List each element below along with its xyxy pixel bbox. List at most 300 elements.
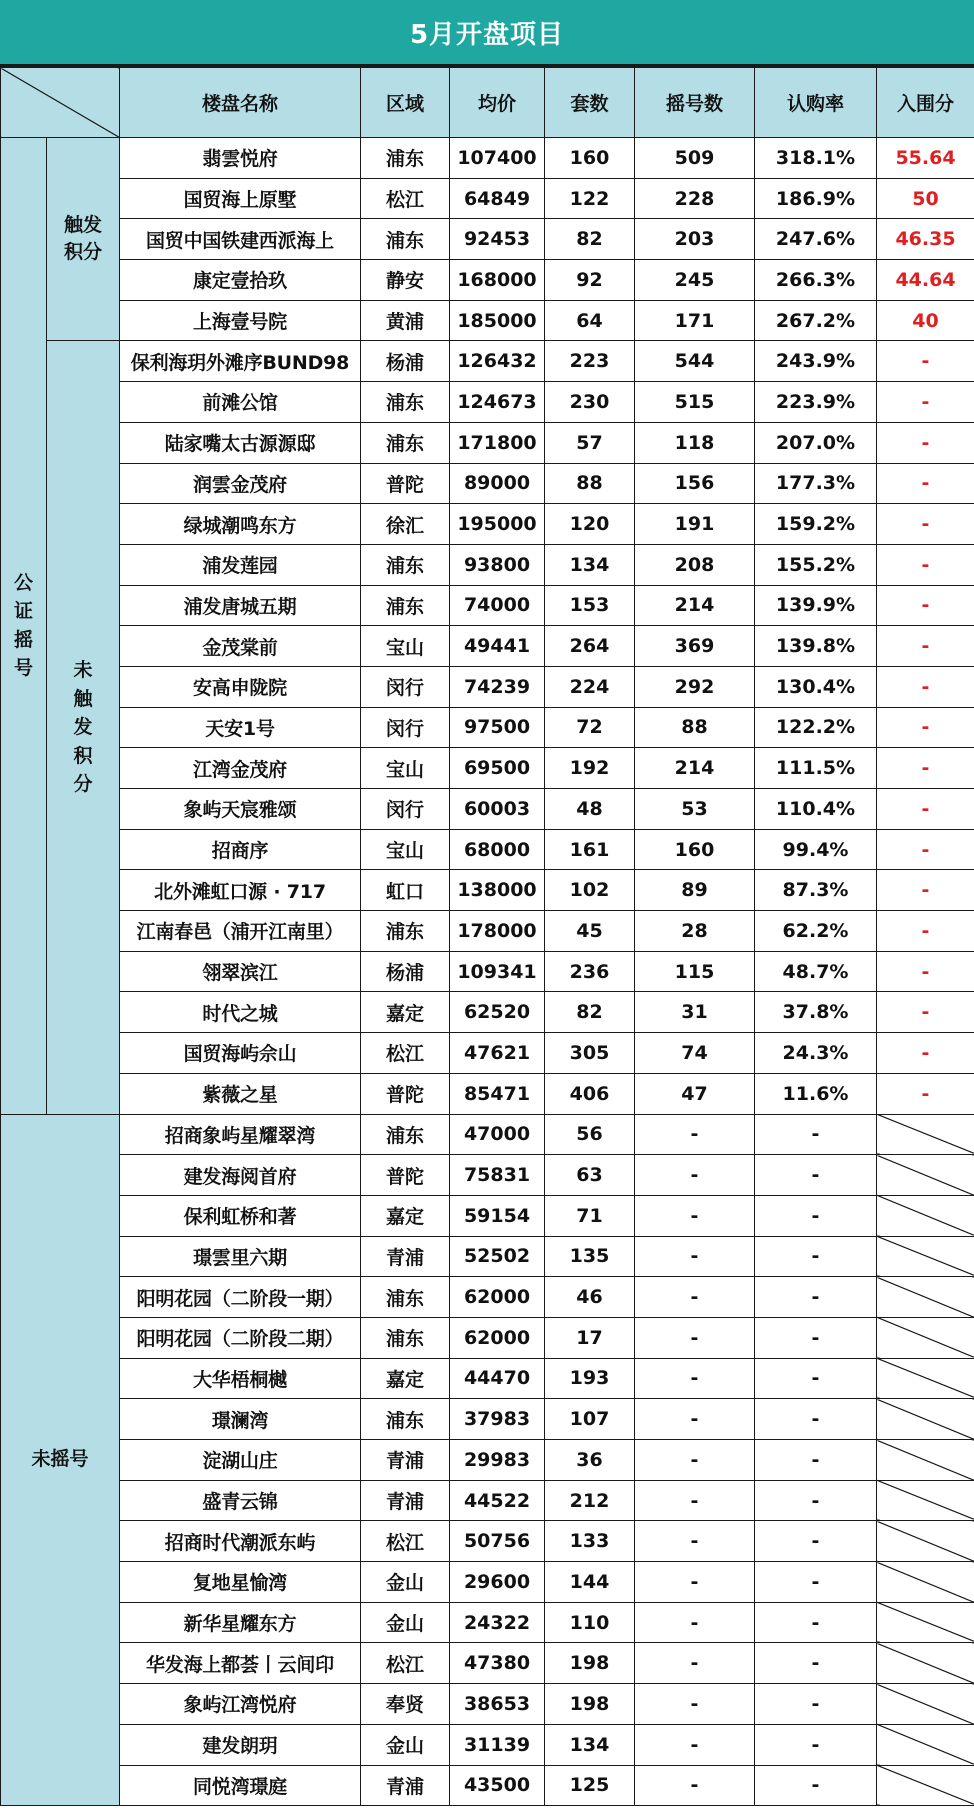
lottery-count: 228 [635, 178, 755, 219]
unit-count: 45 [545, 911, 635, 952]
unit-count: 92 [545, 260, 635, 301]
district: 松江 [361, 1521, 450, 1562]
unit-count: 160 [545, 138, 635, 179]
subscription-rate: - [755, 1358, 877, 1399]
unit-count: 48 [545, 789, 635, 830]
table-row [1, 1195, 974, 1236]
table-row [1, 422, 974, 463]
table-row [1, 585, 974, 626]
avg-price: 62000 [450, 1317, 545, 1358]
subscription-rate: - [755, 1521, 877, 1562]
district: 虹口 [361, 870, 450, 911]
table-row [1, 1602, 974, 1643]
group-lottery-label: 公证摇号 [13, 571, 33, 680]
avg-price: 62000 [450, 1277, 545, 1318]
avg-price: 31139 [450, 1724, 545, 1765]
cutoff-score: - [877, 992, 974, 1033]
lottery-count: 47 [635, 1073, 755, 1114]
subscription-rate: 266.3% [755, 260, 877, 301]
cutoff-score-na [877, 1521, 974, 1562]
unit-count: 122 [545, 178, 635, 219]
table-row [1, 504, 974, 545]
cutoff-score: - [877, 463, 974, 504]
lottery-count: 369 [635, 626, 755, 667]
cutoff-score: - [877, 951, 974, 992]
unit-count: 64 [545, 300, 635, 341]
avg-price: 43500 [450, 1765, 545, 1806]
subscription-rate: 111.5% [755, 748, 877, 789]
cutoff-score: 44.64 [877, 260, 974, 301]
header-rate: 认购率 [755, 68, 877, 138]
table-row [1, 260, 974, 301]
table-row [1, 1480, 974, 1521]
lottery-count: 191 [635, 504, 755, 545]
avg-price: 92453 [450, 219, 545, 260]
district: 青浦 [361, 1480, 450, 1521]
cutoff-score: - [877, 544, 974, 585]
cutoff-score: - [877, 748, 974, 789]
project-name: 璟雲里六期 [120, 1236, 361, 1277]
lottery-count: - [635, 1684, 755, 1725]
cutoff-score: - [877, 666, 974, 707]
unit-count: 144 [545, 1562, 635, 1603]
lottery-count: 53 [635, 789, 755, 830]
avg-price: 50756 [450, 1521, 545, 1562]
project-name: 同悦湾璟庭 [120, 1765, 361, 1806]
lottery-count: - [635, 1317, 755, 1358]
table-row [1, 382, 974, 423]
header-district: 区域 [361, 68, 450, 138]
subscription-rate: 247.6% [755, 219, 877, 260]
project-name: 浦发莲园 [120, 544, 361, 585]
project-name: 招商序 [120, 829, 361, 870]
lottery-count: 509 [635, 138, 755, 179]
unit-count: 135 [545, 1236, 635, 1277]
table-row [1, 1033, 974, 1074]
project-name: 江湾金茂府 [120, 748, 361, 789]
avg-price: 97500 [450, 707, 545, 748]
subscription-rate: 139.8% [755, 626, 877, 667]
subscription-rate: - [755, 1643, 877, 1684]
unit-count: 153 [545, 585, 635, 626]
unit-count: 72 [545, 707, 635, 748]
project-name: 国贸中国铁建西派海上 [120, 219, 361, 260]
avg-price: 44470 [450, 1358, 545, 1399]
subscription-rate: 177.3% [755, 463, 877, 504]
avg-price: 74239 [450, 666, 545, 707]
lottery-count: - [635, 1602, 755, 1643]
district: 浦东 [361, 911, 450, 952]
table-row [1, 1440, 974, 1481]
project-name: 康定壹拾玖 [120, 260, 361, 301]
district: 浦东 [361, 544, 450, 585]
project-name: 淀湖山庄 [120, 1440, 361, 1481]
district: 宝山 [361, 626, 450, 667]
table-row [1, 789, 974, 830]
unit-count: 57 [545, 422, 635, 463]
table-row [1, 341, 974, 382]
cutoff-score-na [877, 1765, 974, 1806]
subscription-rate: 11.6% [755, 1073, 877, 1114]
table-body [1, 138, 974, 1806]
project-name: 璟澜湾 [120, 1399, 361, 1440]
cutoff-score: - [877, 789, 974, 830]
unit-count: 264 [545, 626, 635, 667]
project-name: 润雲金茂府 [120, 463, 361, 504]
avg-price: 62520 [450, 992, 545, 1033]
avg-price: 171800 [450, 422, 545, 463]
lottery-count: 171 [635, 300, 755, 341]
unit-count: 230 [545, 382, 635, 423]
cutoff-score: - [877, 1073, 974, 1114]
district: 松江 [361, 1033, 450, 1074]
avg-price: 37983 [450, 1399, 545, 1440]
district: 宝山 [361, 829, 450, 870]
header-units: 套数 [545, 68, 635, 138]
lottery-count: - [635, 1724, 755, 1765]
lottery-count: 160 [635, 829, 755, 870]
table-row [1, 1399, 974, 1440]
district: 闵行 [361, 666, 450, 707]
header-score: 入围分 [877, 68, 974, 138]
lottery-count: 118 [635, 422, 755, 463]
unit-count: 236 [545, 951, 635, 992]
district: 普陀 [361, 1073, 450, 1114]
table-row [1, 1358, 974, 1399]
cutoff-score: 55.64 [877, 138, 974, 179]
district: 浦东 [361, 219, 450, 260]
district: 嘉定 [361, 1195, 450, 1236]
project-name: 金茂棠前 [120, 626, 361, 667]
district: 浦东 [361, 1277, 450, 1318]
project-name: 翎翠滨江 [120, 951, 361, 992]
table-row [1, 1643, 974, 1684]
cutoff-score-na [877, 1317, 974, 1358]
unit-count: 198 [545, 1643, 635, 1684]
project-name: 时代之城 [120, 992, 361, 1033]
avg-price: 195000 [450, 504, 545, 545]
cutoff-score: 46.35 [877, 219, 974, 260]
avg-price: 185000 [450, 300, 545, 341]
project-name: 上海壹号院 [120, 300, 361, 341]
cutoff-score-na [877, 1195, 974, 1236]
subscription-rate: - [755, 1399, 877, 1440]
table-row [1, 1317, 974, 1358]
table-row [1, 829, 974, 870]
table-row [1, 748, 974, 789]
unit-count: 36 [545, 1440, 635, 1481]
group-triggered [47, 138, 120, 341]
table-row [1, 463, 974, 504]
district: 闵行 [361, 789, 450, 830]
avg-price: 168000 [450, 260, 545, 301]
project-name: 前滩公馆 [120, 382, 361, 423]
subscription-rate: - [755, 1236, 877, 1277]
subscription-rate: 223.9% [755, 382, 877, 423]
unit-count: 82 [545, 992, 635, 1033]
subscription-rate: 139.9% [755, 585, 877, 626]
cutoff-score-na [877, 1724, 974, 1765]
lottery-count: 214 [635, 748, 755, 789]
subscription-rate: 186.9% [755, 178, 877, 219]
cutoff-score: - [877, 707, 974, 748]
subscription-rate: - [755, 1684, 877, 1725]
cutoff-score-na [877, 1440, 974, 1481]
district: 金山 [361, 1562, 450, 1603]
project-name: 安高申陇院 [120, 666, 361, 707]
cutoff-score-na [877, 1114, 974, 1155]
project-name: 大华梧桐樾 [120, 1358, 361, 1399]
district: 宝山 [361, 748, 450, 789]
cutoff-score-na [877, 1358, 974, 1399]
project-name: 招商时代潮派东屿 [120, 1521, 361, 1562]
project-name: 建发海阅首府 [120, 1155, 361, 1196]
cutoff-score: - [877, 1033, 974, 1074]
subscription-rate: 159.2% [755, 504, 877, 545]
header-lottery: 摇号数 [635, 68, 755, 138]
subscription-rate: 155.2% [755, 544, 877, 585]
project-name: 华发海上都荟丨云间印 [120, 1643, 361, 1684]
project-name: 新华星耀东方 [120, 1602, 361, 1643]
lottery-count: 88 [635, 707, 755, 748]
table-row [1, 626, 974, 667]
project-name: 国贸海上原墅 [120, 178, 361, 219]
unit-count: 82 [545, 219, 635, 260]
unit-count: 120 [545, 504, 635, 545]
table-row [1, 1114, 974, 1155]
lottery-count: 544 [635, 341, 755, 382]
project-name: 象屿天宸雅颂 [120, 789, 361, 830]
project-name: 保利虹桥和著 [120, 1195, 361, 1236]
district: 黄浦 [361, 300, 450, 341]
district: 浦东 [361, 382, 450, 423]
subscription-rate: 62.2% [755, 911, 877, 952]
lottery-count: - [635, 1358, 755, 1399]
unit-count: 193 [545, 1358, 635, 1399]
cutoff-score: - [877, 585, 974, 626]
lottery-count: - [635, 1114, 755, 1155]
unit-count: 102 [545, 870, 635, 911]
project-name: 象屿江湾悦府 [120, 1684, 361, 1725]
lottery-count: 292 [635, 666, 755, 707]
avg-price: 124673 [450, 382, 545, 423]
lottery-count: - [635, 1195, 755, 1236]
table-row [1, 1562, 974, 1603]
unit-count: 198 [545, 1684, 635, 1725]
subscription-rate: - [755, 1317, 877, 1358]
subscription-rate: - [755, 1562, 877, 1603]
avg-price: 93800 [450, 544, 545, 585]
table-row [1, 544, 974, 585]
header-corner [1, 68, 120, 138]
table-row [1, 870, 974, 911]
table-row [1, 666, 974, 707]
project-name: 绿城潮鸣东方 [120, 504, 361, 545]
avg-price: 47621 [450, 1033, 545, 1074]
subscription-rate: 24.3% [755, 1033, 877, 1074]
district: 杨浦 [361, 341, 450, 382]
avg-price: 52502 [450, 1236, 545, 1277]
subscription-rate: 130.4% [755, 666, 877, 707]
table-row [1, 1073, 974, 1114]
district: 青浦 [361, 1236, 450, 1277]
table-row [1, 1236, 974, 1277]
project-name: 保利海玥外滩序BUND98 [120, 341, 361, 382]
unit-count: 63 [545, 1155, 635, 1196]
avg-price: 68000 [450, 829, 545, 870]
table-row [1, 707, 974, 748]
project-name: 招商象屿星耀翠湾 [120, 1114, 361, 1155]
unit-count: 56 [545, 1114, 635, 1155]
district: 徐汇 [361, 504, 450, 545]
avg-price: 178000 [450, 911, 545, 952]
unit-count: 110 [545, 1602, 635, 1643]
group-no-lottery: 未摇号 [1, 1114, 120, 1806]
unit-count: 212 [545, 1480, 635, 1521]
subscription-rate: 207.0% [755, 422, 877, 463]
group-triggered-label: 触发积分 [63, 213, 102, 264]
subscription-rate: - [755, 1440, 877, 1481]
lottery-count: 515 [635, 382, 755, 423]
table-row [1, 1521, 974, 1562]
subscription-rate: - [755, 1114, 877, 1155]
cutoff-score: - [877, 870, 974, 911]
subscription-rate: - [755, 1195, 877, 1236]
unit-count: 133 [545, 1521, 635, 1562]
unit-count: 88 [545, 463, 635, 504]
subscription-rate: 243.9% [755, 341, 877, 382]
listing-table [0, 67, 974, 1806]
cutoff-score: - [877, 626, 974, 667]
group-not-triggered-label: 未触发积分 [73, 659, 93, 796]
project-name: 江南春邑（浦开江南里） [120, 911, 361, 952]
unit-count: 107 [545, 1399, 635, 1440]
project-name: 建发朗玥 [120, 1724, 361, 1765]
unit-count: 192 [545, 748, 635, 789]
avg-price: 59154 [450, 1195, 545, 1236]
cutoff-score-na [877, 1562, 974, 1603]
cutoff-score-na [877, 1684, 974, 1725]
lottery-count: 208 [635, 544, 755, 585]
unit-count: 406 [545, 1073, 635, 1114]
district: 青浦 [361, 1765, 450, 1806]
table-row [1, 1684, 974, 1725]
subscription-rate: 318.1% [755, 138, 877, 179]
project-name: 复地星愉湾 [120, 1562, 361, 1603]
district: 松江 [361, 1643, 450, 1684]
avg-price: 75831 [450, 1155, 545, 1196]
unit-count: 46 [545, 1277, 635, 1318]
project-name: 阳明花园（二阶段二期） [120, 1317, 361, 1358]
table-row [1, 951, 974, 992]
subscription-rate: - [755, 1480, 877, 1521]
project-name: 陆家嘴太古源源邸 [120, 422, 361, 463]
subscription-rate: - [755, 1765, 877, 1806]
project-name: 天安1号 [120, 707, 361, 748]
cutoff-score: - [877, 341, 974, 382]
lottery-count: 156 [635, 463, 755, 504]
avg-price: 64849 [450, 178, 545, 219]
table-row [1, 1277, 974, 1318]
subscription-rate: - [755, 1277, 877, 1318]
avg-price: 60003 [450, 789, 545, 830]
cutoff-score: 50 [877, 178, 974, 219]
district: 普陀 [361, 463, 450, 504]
unit-count: 134 [545, 544, 635, 585]
project-name: 国贸海屿佘山 [120, 1033, 361, 1074]
district: 嘉定 [361, 992, 450, 1033]
avg-price: 24322 [450, 1602, 545, 1643]
header-row [1, 68, 974, 138]
table-row [1, 1724, 974, 1765]
unit-count: 134 [545, 1724, 635, 1765]
cutoff-score-na [877, 1602, 974, 1643]
unit-count: 125 [545, 1765, 635, 1806]
district: 嘉定 [361, 1358, 450, 1399]
subscription-rate: 110.4% [755, 789, 877, 830]
cutoff-score: - [877, 422, 974, 463]
avg-price: 126432 [450, 341, 545, 382]
project-name: 盛青云锦 [120, 1480, 361, 1521]
cutoff-score-na [877, 1643, 974, 1684]
subscription-rate: 122.2% [755, 707, 877, 748]
subscription-rate: 48.7% [755, 951, 877, 992]
avg-price: 74000 [450, 585, 545, 626]
lottery-count: - [635, 1440, 755, 1481]
avg-price: 38653 [450, 1684, 545, 1725]
avg-price: 107400 [450, 138, 545, 179]
cutoff-score: - [877, 382, 974, 423]
district: 奉贤 [361, 1684, 450, 1725]
district: 金山 [361, 1724, 450, 1765]
lottery-count: - [635, 1765, 755, 1806]
avg-price: 85471 [450, 1073, 545, 1114]
avg-price: 49441 [450, 626, 545, 667]
avg-price: 29600 [450, 1562, 545, 1603]
avg-price: 109341 [450, 951, 545, 992]
lottery-count: 31 [635, 992, 755, 1033]
lottery-count: 203 [635, 219, 755, 260]
table-row [1, 138, 974, 179]
cutoff-score: - [877, 829, 974, 870]
unit-count: 224 [545, 666, 635, 707]
cutoff-score: - [877, 504, 974, 545]
district: 浦东 [361, 1399, 450, 1440]
unit-count: 17 [545, 1317, 635, 1358]
cutoff-score-na [877, 1155, 974, 1196]
district: 闵行 [361, 707, 450, 748]
cutoff-score-na [877, 1480, 974, 1521]
lottery-count: - [635, 1521, 755, 1562]
lottery-count: 28 [635, 911, 755, 952]
table-row [1, 992, 974, 1033]
lottery-count: - [635, 1236, 755, 1277]
lottery-count: 74 [635, 1033, 755, 1074]
unit-count: 161 [545, 829, 635, 870]
lottery-count: 245 [635, 260, 755, 301]
cutoff-score: - [877, 911, 974, 952]
table-row [1, 219, 974, 260]
avg-price: 44522 [450, 1480, 545, 1521]
lottery-count: 214 [635, 585, 755, 626]
district: 普陀 [361, 1155, 450, 1196]
district: 松江 [361, 178, 450, 219]
district: 浦东 [361, 585, 450, 626]
lottery-count: - [635, 1643, 755, 1684]
group-lottery [1, 138, 47, 1115]
avg-price: 89000 [450, 463, 545, 504]
district: 金山 [361, 1602, 450, 1643]
